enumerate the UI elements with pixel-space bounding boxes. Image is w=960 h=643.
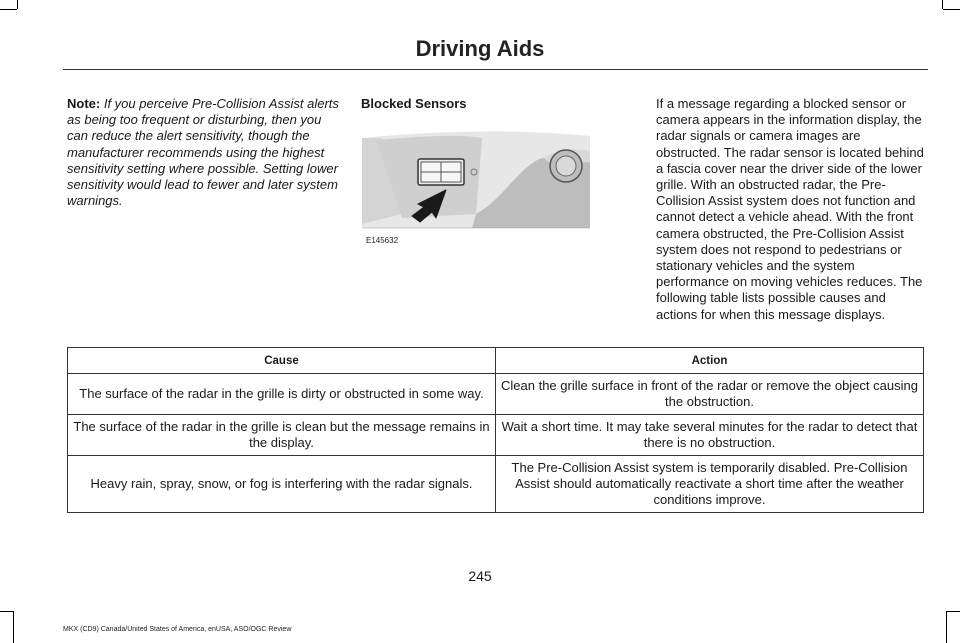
- crop-mark: [17, 0, 18, 9]
- crop-mark: [0, 9, 17, 10]
- action-cell: Clean the grille surface in front of the radar or remove the object causing the obstruction.: [496, 374, 924, 415]
- crop-mark: [13, 611, 14, 643]
- crop-mark: [946, 611, 947, 643]
- crop-mark: [943, 9, 960, 10]
- note-block: [67, 96, 339, 209]
- blocked-sensor-paragraph: If a message regarding a blocked sensor or camera appears in the information display, the radar signals or camera images are obstructed. The radar sensor is located behind a fascia cover near the driver side of the lower grille. With an obstructed radar, the Pre-Collision Assist system does not function and cannot detect a vehicle ahead. With the front camera obstructed, the Pre-Collision Assist system does not respond to pedestrians or stationary vehicles and the system performance on moving vehicles reduces. The following table lists possible causes and actions for when this message displays.: [656, 96, 924, 322]
- crop-mark: [947, 611, 960, 612]
- page-number: 245: [468, 568, 492, 584]
- cause-cell: The surface of the radar in the grille is dirty or obstructed in some way.: [68, 374, 496, 415]
- figure-id: E145632: [366, 236, 399, 245]
- crop-mark: [942, 0, 943, 9]
- action-cell: The Pre-Collision Assist system is temporarily disabled. Pre-Collision Assist should automatically reactivate a short time after the weather conditions improve.: [496, 456, 924, 513]
- page-title: Driving Aids: [415, 36, 545, 61]
- action-cell: Wait a short time. It may take several minutes for the radar to detect that there is no obstruction.: [496, 415, 924, 456]
- crop-mark: [0, 611, 13, 612]
- table-header-row: [68, 348, 924, 374]
- blocked-sensor-illustration: [362, 128, 590, 246]
- column-header-action: Action: [496, 348, 924, 374]
- footer-text: MKX (CD9) Canada/United States of America, enUSA, ASO/OGC Review: [63, 626, 292, 633]
- table-row: [68, 374, 924, 415]
- table-row: [68, 415, 924, 456]
- column-header-cause: Cause: [68, 348, 496, 374]
- section-heading: Blocked Sensors: [361, 96, 467, 111]
- note-label: Note:: [67, 96, 101, 111]
- cause-cell: Heavy rain, spray, snow, or fog is interfering with the radar signals.: [68, 456, 496, 513]
- table-row: [68, 456, 924, 513]
- causes-actions-table: [67, 347, 924, 513]
- cause-cell: The surface of the radar in the grille is clean but the message remains in the display.: [68, 415, 496, 456]
- blocked-sensors-section: [361, 96, 601, 112]
- header-rule: [63, 69, 928, 70]
- note-text: If you perceive Pre-Collision Assist alerts as being too frequent or disturbing, then you can reduce the alert sensitivity, though the manufacturer recommends using the highest sensitivity setting where possible. Setting lower sensitivity would lead to fewer and later system warnings.: [67, 96, 339, 209]
